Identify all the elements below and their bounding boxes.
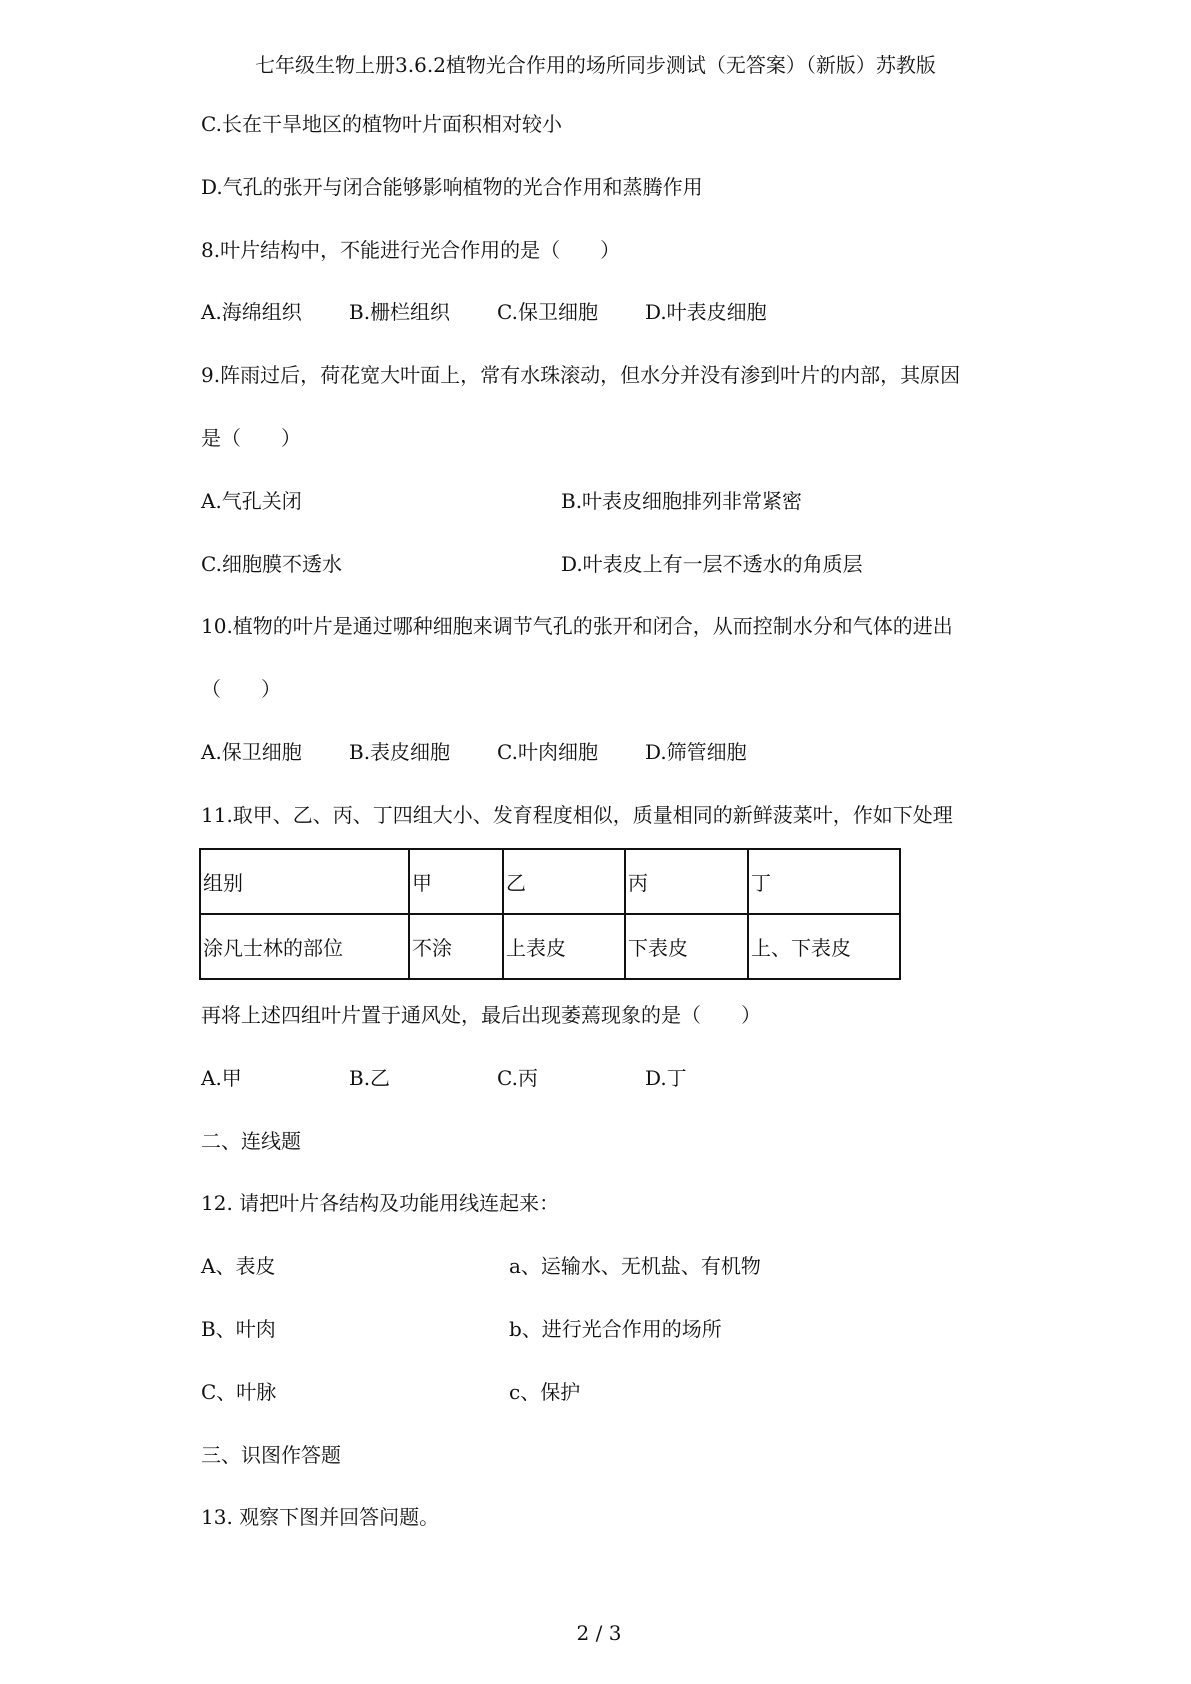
option-text: C.保卫细胞 <box>497 300 598 324</box>
option-text: B.表皮细胞 <box>349 740 451 764</box>
table-cell: 甲 <box>409 849 503 914</box>
table-row <box>200 914 900 979</box>
question-12: 12. 请把叶片各结构及功能用线连起来： <box>201 1191 560 1215</box>
match-right: a、运输水、无机盐、有机物 <box>509 1254 761 1278</box>
option-text: D.筛管细胞 <box>645 740 747 764</box>
question-11-cont: 再将上述四组叶片置于通风处，最后出现萎蔫现象的是（ ） <box>201 1003 761 1027</box>
match-right: c、保护 <box>509 1380 581 1404</box>
match-left: A、表皮 <box>201 1254 276 1278</box>
option-text: D.叶表皮细胞 <box>645 300 767 324</box>
question-8: 8.叶片结构中，不能进行光合作用的是（ ） <box>201 238 621 262</box>
match-left: B、叶肉 <box>201 1317 276 1341</box>
table-cell: 上、下表皮 <box>748 914 900 979</box>
option-text: D.叶表皮上有一层不透水的角质层 <box>561 552 863 576</box>
option-text: C.丙 <box>497 1066 538 1090</box>
page-number: 2 / 3 <box>576 1621 622 1645</box>
question-10-cont: （ ） <box>201 677 281 701</box>
table-cell: 下表皮 <box>625 914 748 979</box>
question-13: 13. 观察下图并回答问题。 <box>201 1505 440 1529</box>
option-text: D.气孔的张开与闭合能够影响植物的光合作用和蒸腾作用 <box>201 175 703 199</box>
document-header: 七年级生物上册3.6.2植物光合作用的场所同步测试（无答案）（新版）苏教版 <box>255 53 936 77</box>
table-cell: 丁 <box>748 849 900 914</box>
option-text: C.长在干旱地区的植物叶片面积相对较小 <box>201 112 562 136</box>
table-cell: 丙 <box>625 849 748 914</box>
option-text: B.叶表皮细胞排列非常紧密 <box>561 489 803 513</box>
question-10: 10.植物的叶片是通过哪种细胞来调节气孔的张开和闭合，从而控制水分和气体的进出 <box>201 614 953 638</box>
section-heading: 二、连线题 <box>201 1129 301 1153</box>
match-right: b、进行光合作用的场所 <box>509 1317 722 1341</box>
table-cell: 乙 <box>503 849 625 914</box>
treatment-table <box>199 848 901 980</box>
option-text: B.栅栏组织 <box>349 300 451 324</box>
match-left: C、叶脉 <box>201 1380 277 1404</box>
table-cell: 上表皮 <box>503 914 625 979</box>
option-text: C.细胞膜不透水 <box>201 552 342 576</box>
section-heading: 三、识图作答题 <box>201 1443 341 1467</box>
question-9: 9.阵雨过后，荷花宽大叶面上，常有水珠滚动，但水分并没有渗到叶片的内部，其原因 <box>201 363 961 387</box>
table-row <box>200 849 900 914</box>
option-text: D.丁 <box>645 1066 687 1090</box>
option-text: C.叶肉细胞 <box>497 740 598 764</box>
table-cell: 不涂 <box>409 914 503 979</box>
question-11: 11.取甲、乙、丙、丁四组大小、发育程度相似，质量相同的新鲜菠菜叶，作如下处理 <box>201 803 953 827</box>
option-text: A.海绵组织 <box>201 300 302 324</box>
option-text: A.气孔关闭 <box>201 489 302 513</box>
option-text: A.保卫细胞 <box>201 740 302 764</box>
option-text: A.甲 <box>201 1066 242 1090</box>
option-text: B.乙 <box>349 1066 391 1090</box>
question-9-cont: 是（ ） <box>201 426 301 450</box>
table-cell: 组别 <box>200 849 409 914</box>
table-cell: 涂凡士林的部位 <box>200 914 409 979</box>
